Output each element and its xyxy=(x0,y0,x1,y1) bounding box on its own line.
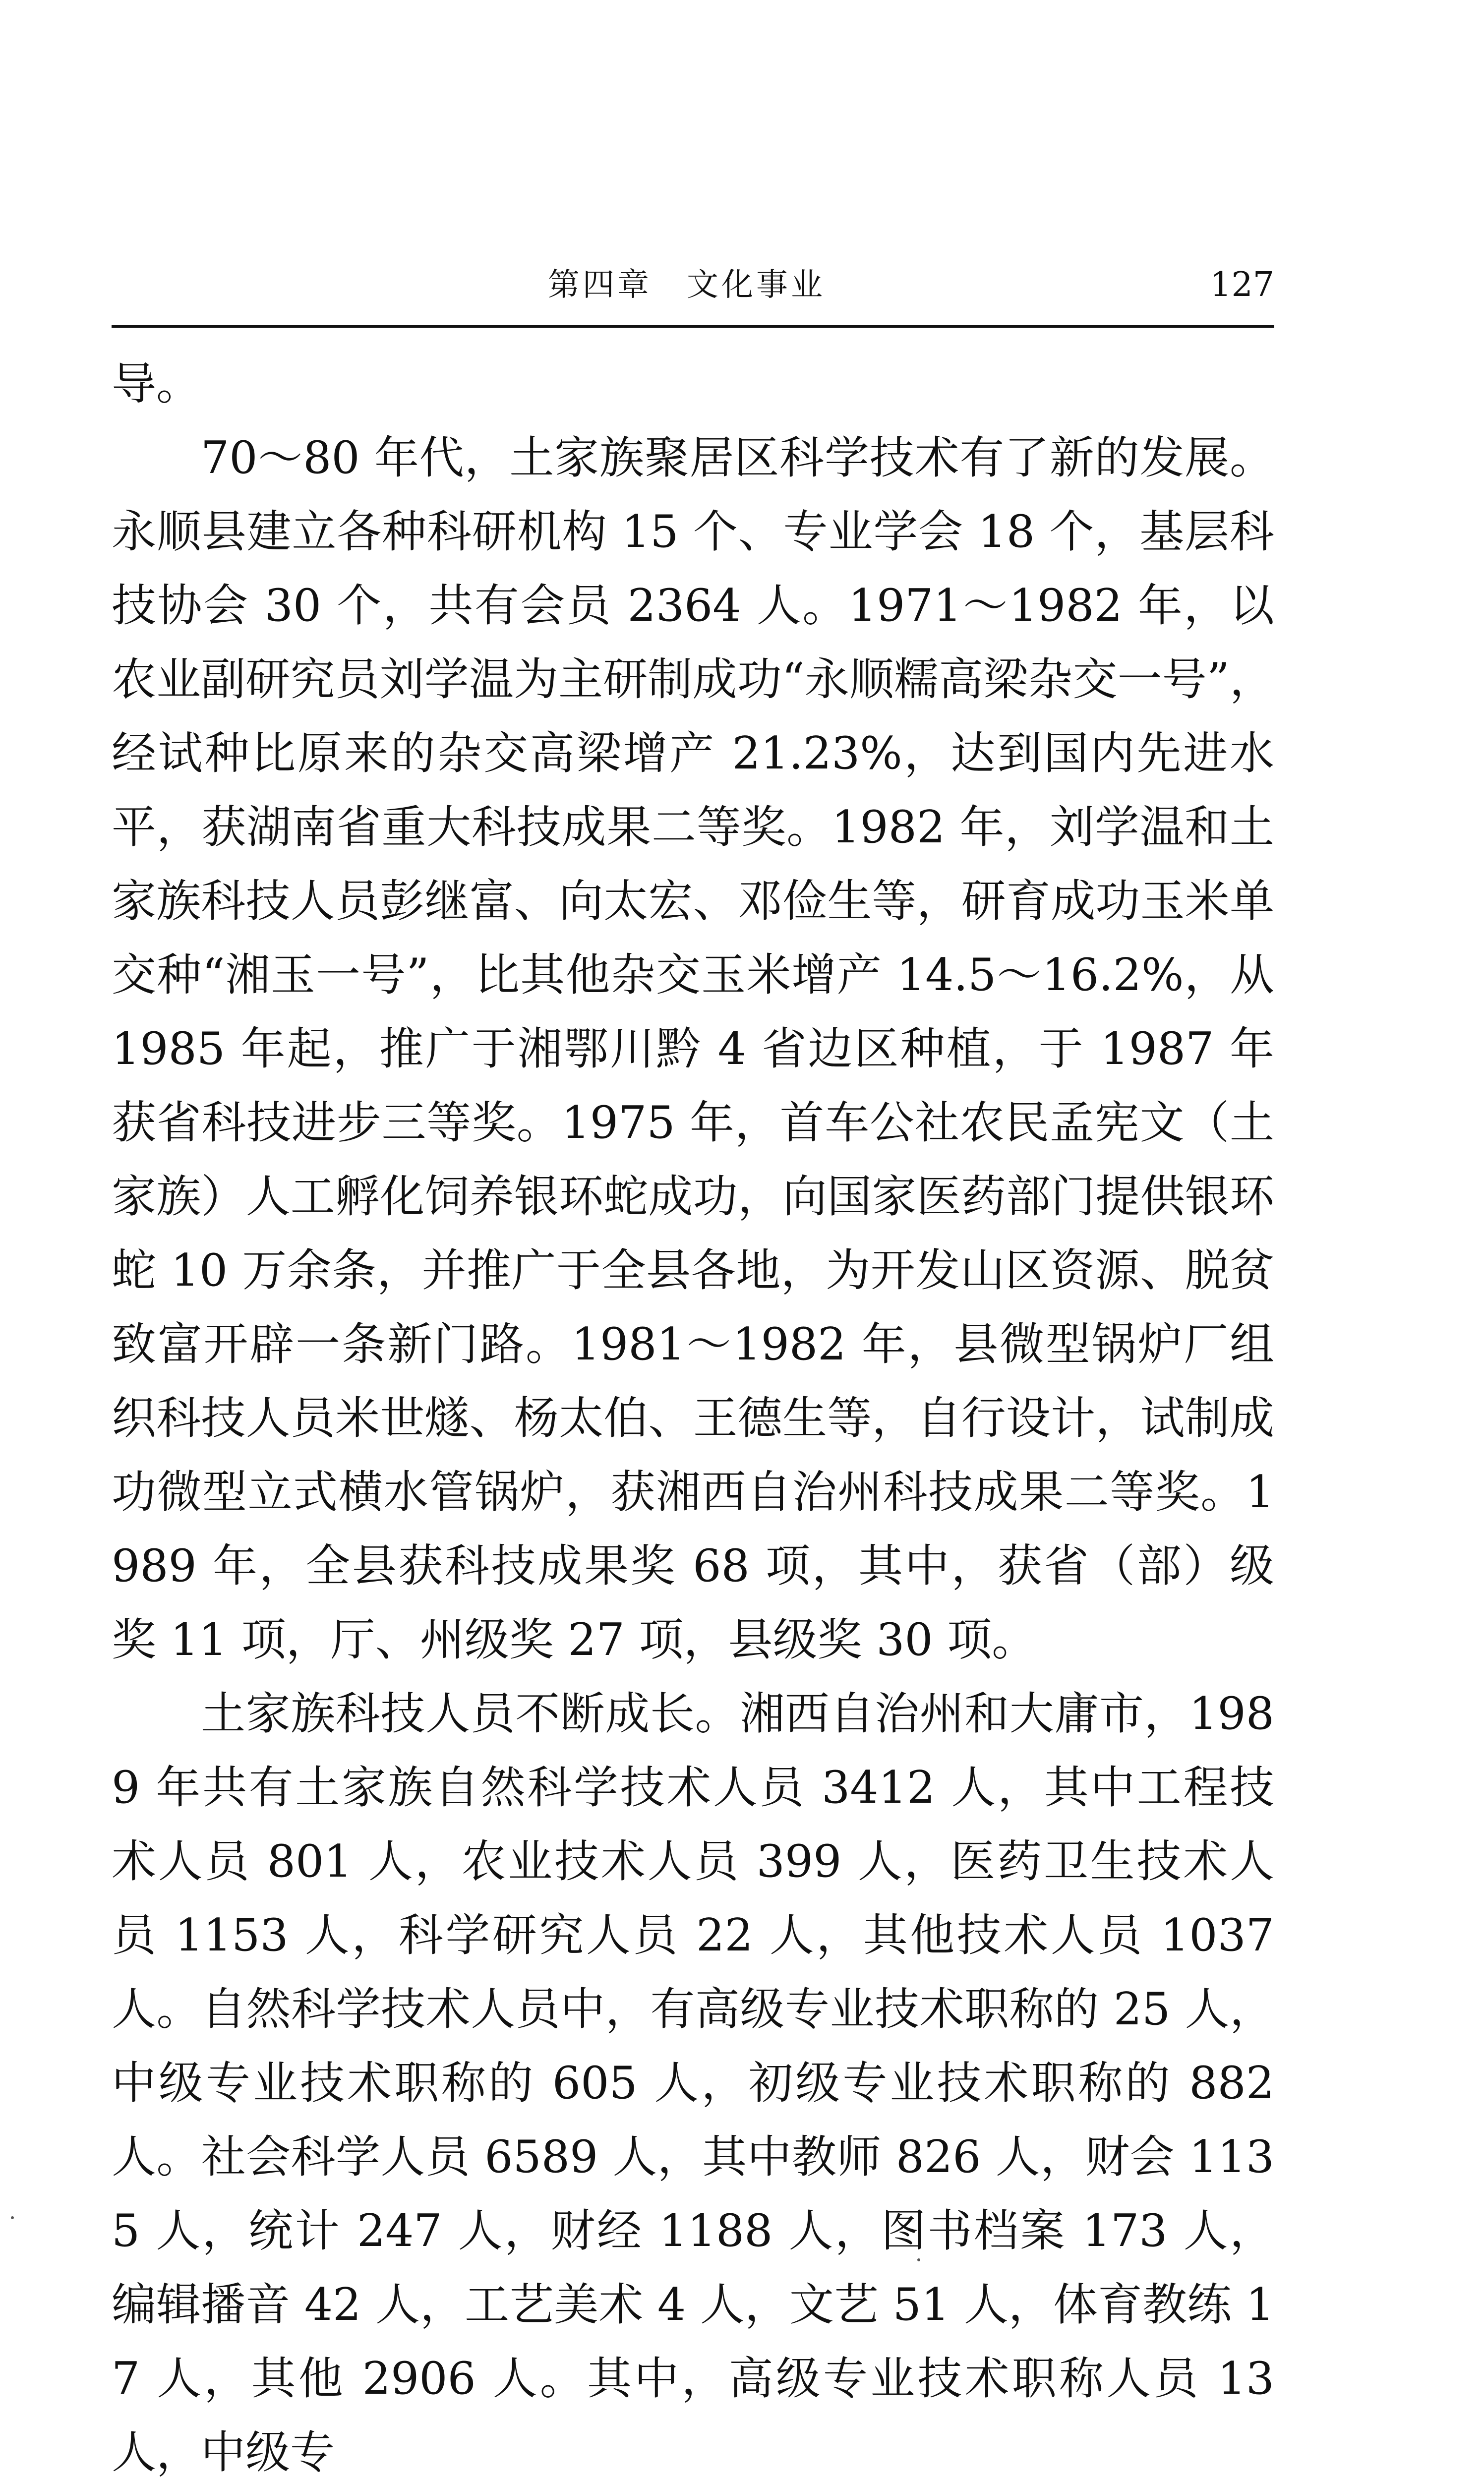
header-rule xyxy=(112,325,1274,328)
scan-speck xyxy=(11,2216,14,2219)
running-head xyxy=(112,263,1274,317)
scan-speck xyxy=(917,2258,920,2261)
paragraph-continuation: 导。 xyxy=(112,358,201,410)
paragraph-science-development: 70～80 年代，土家族聚居区科学技术有了新的发展。永顺县建立各种科研机构 15 个、专业学会 18 个，基层科技协会 30 个，共有会员 2364 人。1971～1982 年，以农业副研究员刘学温为主研制成功“永顺糯高梁杂交一号”，经试种比原来的杂交高梁增产 21.23%，达到国内先进水平，获湖南省重大科技成果二等奖。1982 年，刘学温和土家族科技人员彭继富、向太宏、邓俭生等，研育成功玉米单交种“湘玉一号”，比其他杂交玉米增产 14.5～16.2%，从 1985 年起，推广于湘鄂川黔 4 省边区种植，于 1987 年获省科技进步三等奖。1975 年，首车公社农民孟宪文（土家族）人工孵化饲养银环蛇成功，向国家医药部门提供银环蛇 10 万余条，并推广于全县各地，为开发山区资源、脱贫致富开辟一条新门路。1981～1982 年，县微型锅炉厂组织科技人员米世燧、杨太伯、王德生等，自行设计，试制成功微型立式横水管锅炉，获湘西自治州科技成果二等奖。1989 年，全县获科技成果奖 68 项，其中，获省（部）级奖 11 项，厅、州级奖 27 项，县级奖 30 项。 xyxy=(112,432,1274,1666)
paragraph-science-personnel: 土家族科技人员不断成长。湘西自治州和大庸市，1989 年共有土家族自然科学技术人员 3412 人，其中工程技术人员 801 人，农业技术人员 399 人，医药卫生技术人员 1153 人，科学研究人员 22 人，其他技术人员 1037 人。自然科学技术人员中，有高级专业技术职称的 25 人，中级专业技术职称的 605 人，初级专业技术职称的 882 人。社会科学人员 6589 人，其中教师 826 人，财会 1135 人，统计 247 人，财经 1188 人，图书档案 173 人，编辑播音 42 人，工艺美术 4 人，文艺 51 人，体育教练 17 人，其他 2906 人。其中，高级专业技术职称人员 13 人，中级专 xyxy=(112,1688,1274,2479)
page-number: 127 xyxy=(1210,265,1274,304)
chapter-title: 第四章 文化事业 xyxy=(548,267,826,303)
body-text xyxy=(112,347,1274,2479)
